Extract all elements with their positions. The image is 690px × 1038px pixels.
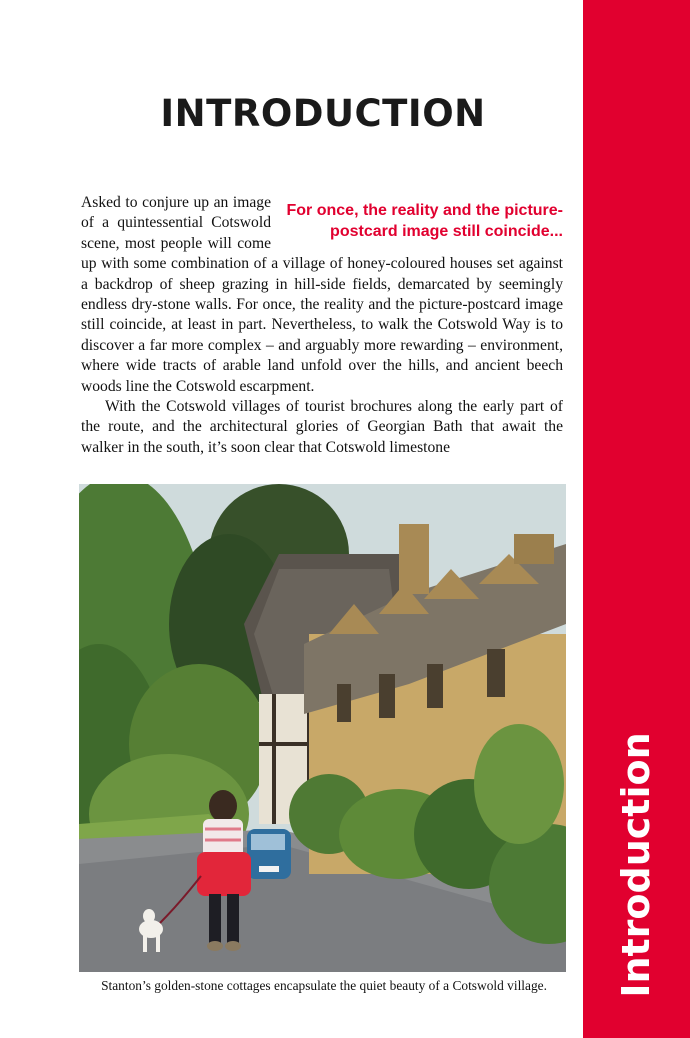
paragraph-1: Asked to conjure up an image of a quintessential Cotswold scene, most people will come up with some combination of a village of honey-coloured houses set against a backdrop of sheep grazing in hill-side fields, demarcated by seemingly endless dry-stone walls. For once, the reality and the picture-postcard image still coincide, at least in part. Nevertheless, to walk the Cotswold Way is to discover a far more complex – and arguably more rewarding – environment, where wide tracts of arable land unfold over the hills, and ancient beech woods line the Cotswold escarpment. [81,194,563,395]
paragraph-2: With the Cotswold villages of tourist brochures along the early part of the route, and the architectural glories of Georgian Bath that await the walker in the south, it’s soon clear that Cotswold limestone [81,398,563,456]
body-text [81,193,563,458]
photo-illustration [79,484,566,972]
pull-quote: For once, the reality and the picture-postcard image still coincide... [286,202,563,240]
cottages-photo [79,484,566,972]
parked-car [247,829,291,879]
photo-caption: Stanton’s golden-stone cottages encapsulate the quiet beauty of a Cotswold village. [101,978,547,993]
side-tab-label: Introduction [614,732,658,998]
page-title: INTRODUCTION [160,92,486,135]
